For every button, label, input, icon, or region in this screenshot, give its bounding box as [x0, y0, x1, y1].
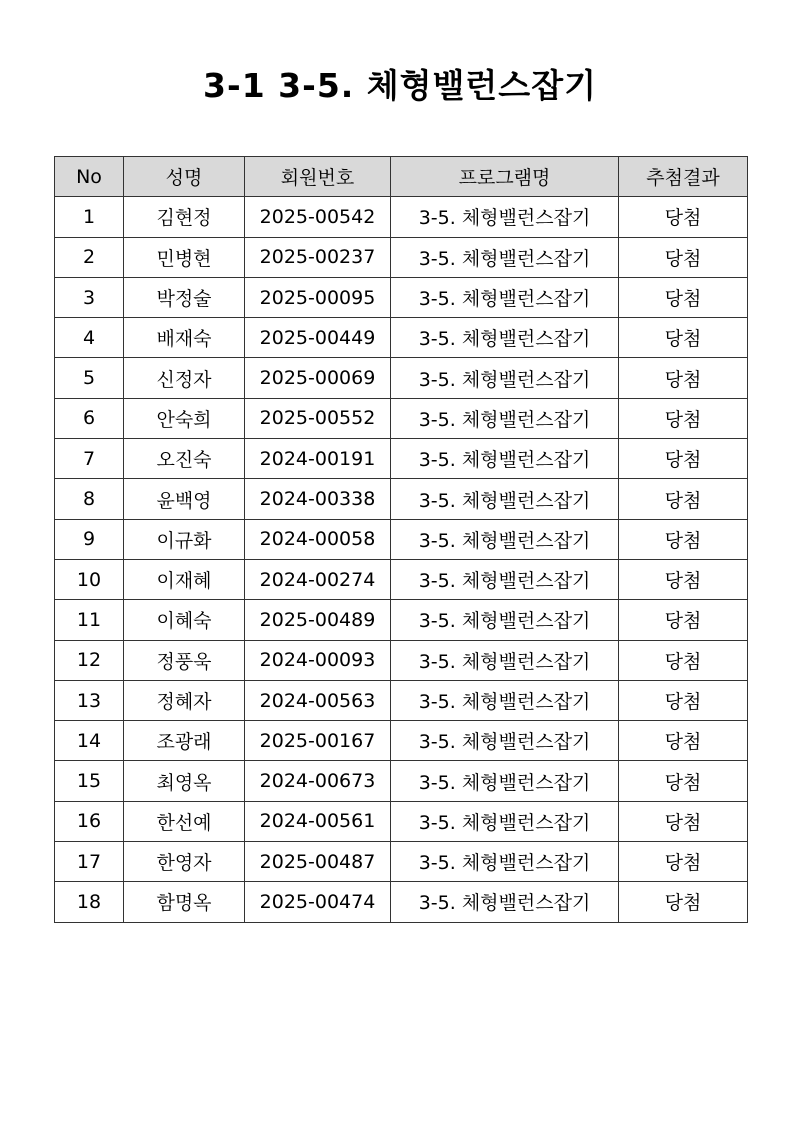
cell-member-number: 2024-00274	[245, 559, 391, 599]
cell-draw-result: 당첨	[619, 801, 748, 841]
cell-name: 박정술	[124, 277, 245, 317]
cell-no: 6	[55, 398, 124, 438]
cell-draw-result: 당첨	[619, 197, 748, 237]
cell-member-number: 2025-00237	[245, 237, 391, 277]
cell-name: 민병현	[124, 237, 245, 277]
cell-member-number: 2025-00167	[245, 721, 391, 761]
cell-member-number: 2024-00561	[245, 801, 391, 841]
cell-draw-result: 당첨	[619, 640, 748, 680]
cell-no: 3	[55, 277, 124, 317]
cell-program-name: 3-5. 체형밸런스잡기	[391, 197, 619, 237]
table-row	[55, 519, 748, 559]
cell-member-number: 2024-00673	[245, 761, 391, 801]
cell-no: 18	[55, 882, 124, 922]
cell-program-name: 3-5. 체형밸런스잡기	[391, 882, 619, 922]
cell-member-number: 2024-00093	[245, 640, 391, 680]
cell-draw-result: 당첨	[619, 439, 748, 479]
cell-member-number: 2025-00489	[245, 600, 391, 640]
header-no: No	[55, 157, 124, 197]
table-header	[55, 157, 748, 197]
cell-program-name: 3-5. 체형밸런스잡기	[391, 559, 619, 599]
header-row	[55, 157, 748, 197]
cell-member-number: 2025-00552	[245, 398, 391, 438]
cell-program-name: 3-5. 체형밸런스잡기	[391, 358, 619, 398]
cell-draw-result: 당첨	[619, 358, 748, 398]
table-row	[55, 318, 748, 358]
cell-draw-result: 당첨	[619, 882, 748, 922]
cell-program-name: 3-5. 체형밸런스잡기	[391, 398, 619, 438]
table-row	[55, 721, 748, 761]
cell-member-number: 2025-00474	[245, 882, 391, 922]
cell-draw-result: 당첨	[619, 680, 748, 720]
cell-name: 안숙희	[124, 398, 245, 438]
cell-name: 한선예	[124, 801, 245, 841]
cell-name: 한영자	[124, 842, 245, 882]
cell-draw-result: 당첨	[619, 398, 748, 438]
cell-program-name: 3-5. 체형밸런스잡기	[391, 801, 619, 841]
cell-program-name: 3-5. 체형밸런스잡기	[391, 479, 619, 519]
cell-member-number: 2024-00191	[245, 439, 391, 479]
cell-no: 14	[55, 721, 124, 761]
cell-draw-result: 당첨	[619, 600, 748, 640]
table-row	[55, 559, 748, 599]
cell-draw-result: 당첨	[619, 842, 748, 882]
cell-member-number: 2025-00095	[245, 277, 391, 317]
cell-name: 정풍욱	[124, 640, 245, 680]
cell-program-name: 3-5. 체형밸런스잡기	[391, 721, 619, 761]
page-title: 3-1 3-5. 체형밸런스잡기	[203, 66, 597, 105]
cell-draw-result: 당첨	[619, 519, 748, 559]
table-row	[55, 640, 748, 680]
table-row	[55, 439, 748, 479]
table-row	[55, 358, 748, 398]
cell-no: 1	[55, 197, 124, 237]
cell-name: 조광래	[124, 721, 245, 761]
cell-member-number: 2025-00487	[245, 842, 391, 882]
cell-no: 13	[55, 680, 124, 720]
cell-program-name: 3-5. 체형밸런스잡기	[391, 318, 619, 358]
cell-program-name: 3-5. 체형밸런스잡기	[391, 439, 619, 479]
cell-member-number: 2025-00542	[245, 197, 391, 237]
cell-draw-result: 당첨	[619, 237, 748, 277]
cell-no: 7	[55, 439, 124, 479]
cell-no: 11	[55, 600, 124, 640]
table-row	[55, 479, 748, 519]
lottery-result-table	[54, 156, 748, 923]
cell-member-number: 2025-00449	[245, 318, 391, 358]
cell-program-name: 3-5. 체형밸런스잡기	[391, 277, 619, 317]
cell-name: 이재혜	[124, 559, 245, 599]
header-name: 성명	[124, 157, 245, 197]
cell-no: 9	[55, 519, 124, 559]
cell-no: 4	[55, 318, 124, 358]
header-draw-result: 추첨결과	[619, 157, 748, 197]
cell-no: 17	[55, 842, 124, 882]
cell-member-number: 2024-00058	[245, 519, 391, 559]
cell-program-name: 3-5. 체형밸런스잡기	[391, 842, 619, 882]
cell-program-name: 3-5. 체형밸런스잡기	[391, 237, 619, 277]
table-row	[55, 600, 748, 640]
cell-name: 함명옥	[124, 882, 245, 922]
cell-no: 15	[55, 761, 124, 801]
cell-draw-result: 당첨	[619, 721, 748, 761]
cell-no: 10	[55, 559, 124, 599]
cell-name: 김현정	[124, 197, 245, 237]
cell-no: 16	[55, 801, 124, 841]
cell-draw-result: 당첨	[619, 318, 748, 358]
table-row	[55, 761, 748, 801]
table-row	[55, 237, 748, 277]
cell-name: 오진숙	[124, 439, 245, 479]
table-row	[55, 680, 748, 720]
cell-draw-result: 당첨	[619, 479, 748, 519]
cell-draw-result: 당첨	[619, 761, 748, 801]
cell-program-name: 3-5. 체형밸런스잡기	[391, 640, 619, 680]
cell-program-name: 3-5. 체형밸런스잡기	[391, 600, 619, 640]
cell-name: 이혜숙	[124, 600, 245, 640]
header-program-name: 프로그램명	[391, 157, 619, 197]
cell-program-name: 3-5. 체형밸런스잡기	[391, 680, 619, 720]
cell-member-number: 2024-00563	[245, 680, 391, 720]
table-row	[55, 842, 748, 882]
table-body	[55, 197, 748, 922]
cell-member-number: 2025-00069	[245, 358, 391, 398]
cell-draw-result: 당첨	[619, 277, 748, 317]
cell-draw-result: 당첨	[619, 559, 748, 599]
cell-name: 최영옥	[124, 761, 245, 801]
cell-program-name: 3-5. 체형밸런스잡기	[391, 519, 619, 559]
table-row	[55, 882, 748, 922]
cell-name: 이규화	[124, 519, 245, 559]
cell-no: 12	[55, 640, 124, 680]
cell-no: 8	[55, 479, 124, 519]
cell-name: 배재숙	[124, 318, 245, 358]
cell-no: 5	[55, 358, 124, 398]
header-member-number: 회원번호	[245, 157, 391, 197]
table-row	[55, 197, 748, 237]
table-row	[55, 398, 748, 438]
cell-name: 신정자	[124, 358, 245, 398]
table-row	[55, 801, 748, 841]
cell-name: 윤백영	[124, 479, 245, 519]
table-row	[55, 277, 748, 317]
cell-member-number: 2024-00338	[245, 479, 391, 519]
cell-program-name: 3-5. 체형밸런스잡기	[391, 761, 619, 801]
cell-no: 2	[55, 237, 124, 277]
cell-name: 정혜자	[124, 680, 245, 720]
